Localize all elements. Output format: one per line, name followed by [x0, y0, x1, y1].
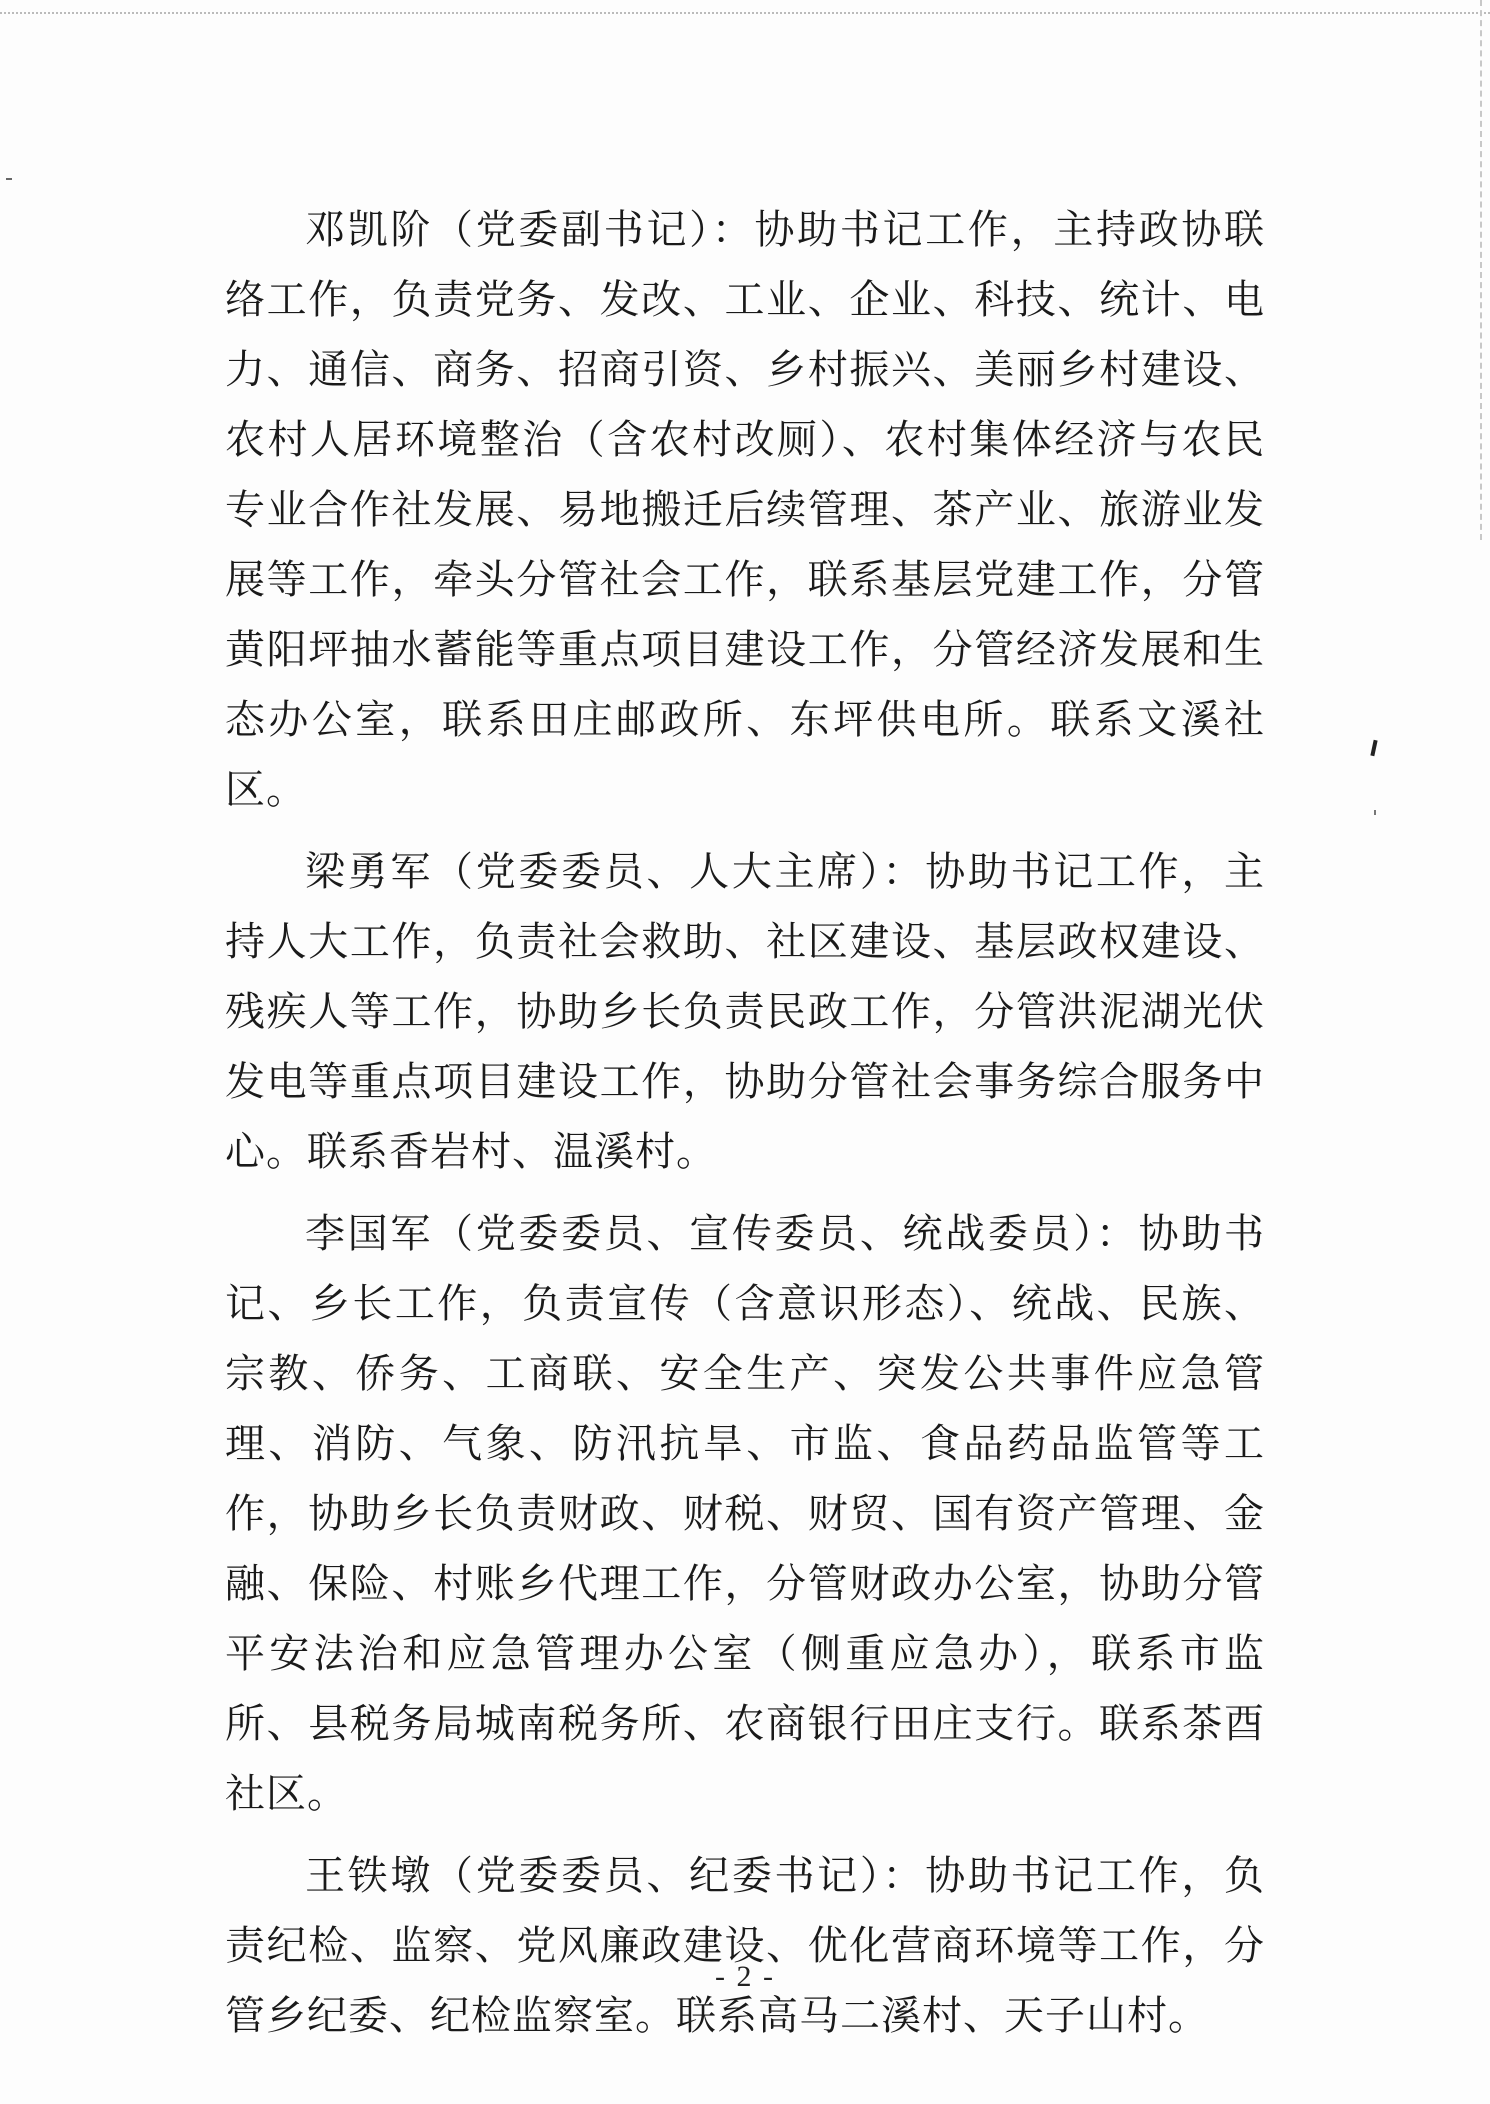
paragraph-deng-kaijie: 邓凯阶（党委副书记）：协助书记工作，主持政协联络工作，负责党务、发改、工业、企业、科技、统计、电力、通信、商务、招商引资、乡村振兴、美丽乡村建设、农村人居环境整治（含农村改厕）、农村集体经济与农民专业合作社发展、易地搬迁后续管理、茶产业、旅游业发展等工作，牵头分管社会工作，联系基层党建工作，分管黄阳坪抽水蓄能等重点项目建设工作，分管经济发展和生态办公室，联系田庄邮政所、东坪供电所。联系文溪社区。: [225, 207, 1265, 813]
page-number: - 2 -: [715, 1960, 775, 1993]
document-body: [225, 195, 1265, 2063]
scan-edge-right: [1480, 0, 1482, 540]
paragraph-li-guojun: 李国军（党委委员、宣传委员、统战委员）：协助书记、乡长工作，负责宣传（含意识形态）、统战、民族、宗教、侨务、工商联、安全生产、突发公共事件应急管理、消防、气象、防汛抗旱、市监、食品药品监管等工作，协助乡长负责财政、财税、财贸、国有资产管理、金融、保险、村账乡代理工作，分管财政办公室，协助分管平安法治和应急管理办公室（侧重应急办），联系市监所、县税务局城南税务所、农商银行田庄支行。联系茶酉社区。: [225, 1211, 1265, 1817]
scan-speck: [1374, 810, 1376, 815]
scan-speck: [6, 178, 12, 180]
scan-speck: [1370, 740, 1377, 756]
paragraph-wang-tiedun: 王铁墩（党委委员、纪委书记）：协助书记工作，负责纪检、监察、党风廉政建设、优化营商环境等工作，分管乡纪委、纪检监察室。联系高马二溪村、天子山村。: [225, 1853, 1265, 2039]
scan-edge-top: [0, 12, 1490, 14]
paragraph-liang-yongjun: 梁勇军（党委委员、人大主席）：协助书记工作，主持人大工作，负责社会救助、社区建设、基层政权建设、残疾人等工作，协助乡长负责民政工作，分管洪泥湖光伏发电等重点项目建设工作，协助分管社会事务综合服务中心。联系香岩村、温溪村。: [225, 849, 1265, 1175]
